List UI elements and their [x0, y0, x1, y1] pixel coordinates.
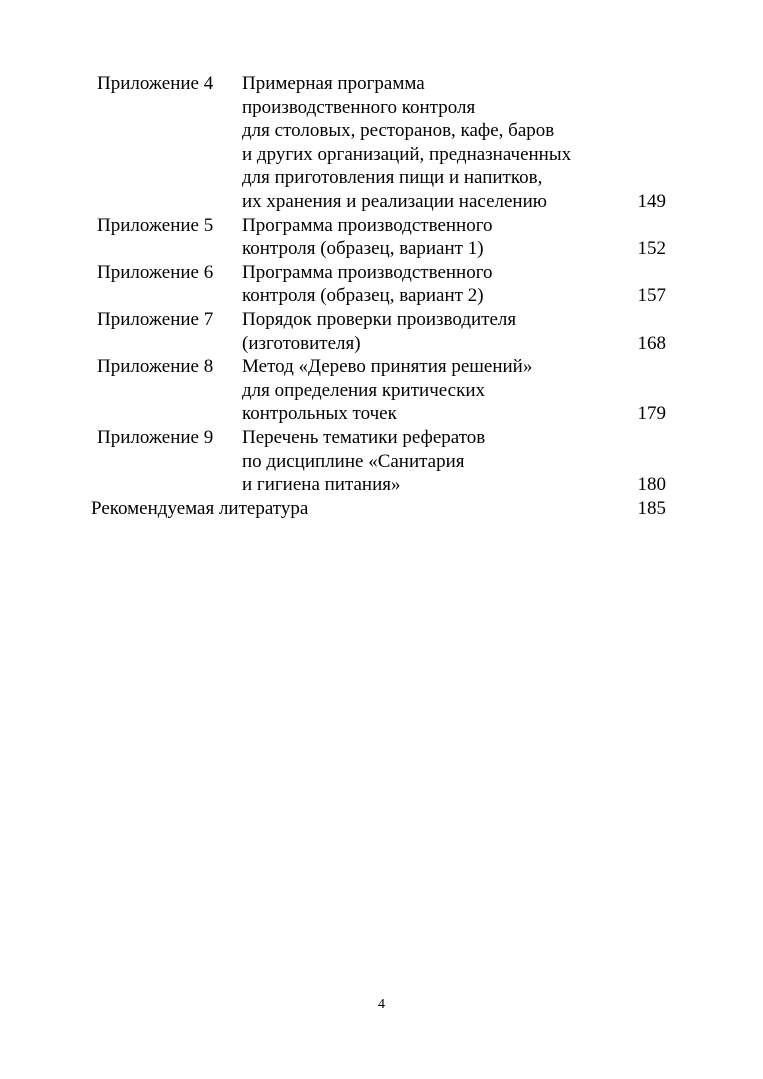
toc-entry-page: 179 [637, 403, 666, 425]
toc-entry-title-line: для столовых, ресторанов, кафе, баров [242, 120, 555, 142]
toc-entry-title-line: их хранения и реализации населению [242, 190, 547, 212]
toc-entry-appendix-8 [0, 355, 763, 426]
toc-entry-title-line: контрольных точек [242, 403, 397, 425]
toc-entry-appendix-7 [0, 308, 763, 355]
toc-entry-title-line: Метод «Дерево принятия решений» [242, 356, 533, 378]
toc-entry-title-line: контроля (образец, вариант 2) [242, 285, 484, 307]
toc-entry-title-line: Порядок проверки производителя [242, 308, 517, 330]
toc-entry-title-line: по дисциплине «Санитария [242, 450, 465, 472]
toc-literature-title: Рекомендуемая литература [91, 497, 309, 519]
toc-entry-appendix-5 [0, 214, 763, 261]
toc-entry-appendix-6 [0, 261, 763, 308]
toc-entry-label: Приложение 7 [97, 308, 214, 330]
toc-entry-label: Приложение 6 [97, 261, 214, 283]
toc-entry-page: 185 [637, 497, 666, 519]
toc-entry-title-line: и гигиена питания» [242, 474, 401, 496]
toc-entry-title-line: производственного контроля [242, 96, 476, 118]
toc-entry-page: 152 [637, 238, 666, 260]
toc-entry-appendix-9 [0, 426, 763, 497]
page-number: 4 [378, 997, 385, 1012]
toc-entry-title-line: Перечень тематики рефератов [242, 426, 486, 448]
toc-entry-title-line: Программа производственного [242, 214, 493, 236]
toc-entry-title-line: Примерная программа [242, 73, 425, 94]
toc-entry-label: Приложение 8 [97, 356, 214, 378]
toc-entry-title-line: и других организаций, предназначенных [242, 143, 572, 165]
toc-entry-page: 180 [637, 474, 666, 496]
toc-entry-title-line: для определения критических [242, 379, 485, 401]
table-of-contents [0, 72, 763, 520]
toc-entry-title-line: Программа производственного [242, 261, 493, 283]
toc-entry-label: Приложение 4 [97, 73, 214, 94]
toc-entry-page: 157 [637, 285, 666, 307]
toc-entry-literature [0, 497, 763, 521]
toc-entry-title-line: для приготовления пищи и напитков, [242, 167, 543, 189]
toc-entry-page: 168 [637, 332, 666, 354]
toc-entry-label: Приложение 5 [97, 214, 214, 236]
toc-entry-page: 149 [637, 190, 666, 212]
toc-entry-title-line: (изготовителя) [242, 332, 361, 354]
toc-entry-label: Приложение 9 [97, 426, 214, 448]
toc-entry-title-line: контроля (образец, вариант 1) [242, 238, 484, 260]
toc-entry-appendix-4 [0, 72, 763, 214]
